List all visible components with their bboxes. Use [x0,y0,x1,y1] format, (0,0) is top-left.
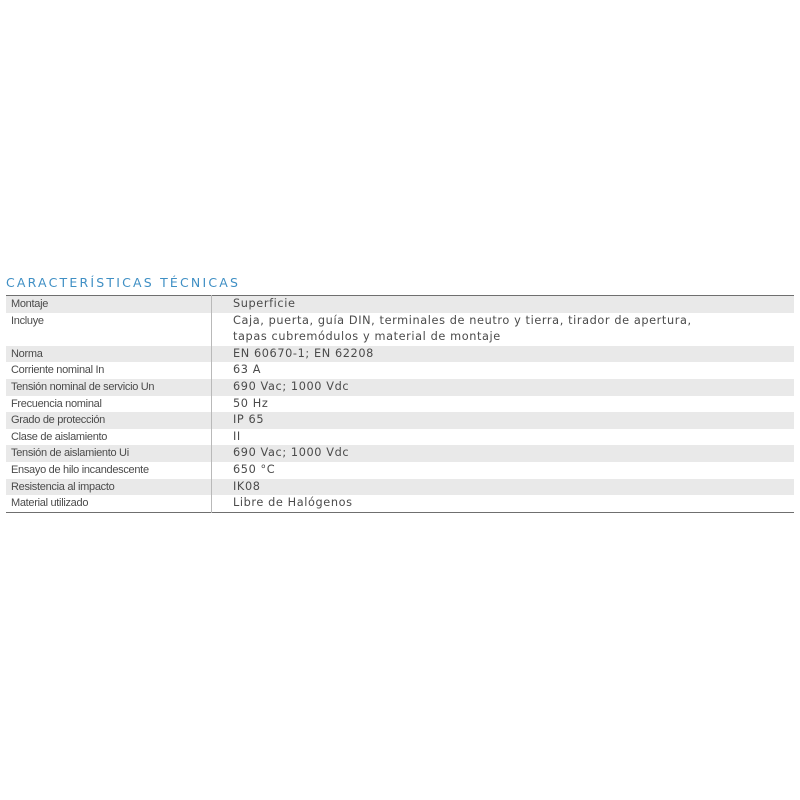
spec-label: Ensayo de hilo incandescente [6,462,212,479]
spec-value-line: Caja, puerta, guía DIN, terminales de neutro y tierra, tirador de apertura, [233,313,692,327]
spec-value [212,412,795,429]
spec-value-line: IK08 [233,479,261,493]
table-row [6,379,794,396]
spec-value-line: 50 Hz [233,396,269,410]
table-row [6,479,794,496]
spec-label: Resistencia al impacto [6,479,212,496]
spec-value-line: II [233,429,241,443]
spec-value-line: Libre de Halógenos [233,496,353,510]
spec-value [212,495,795,512]
spec-label: Montaje [6,296,212,313]
spec-value [212,445,795,462]
spec-value [212,429,795,446]
spec-value [212,462,795,479]
spec-value [212,479,795,496]
spec-label: Incluye [6,313,212,346]
table-row [6,296,794,313]
spec-value [212,296,795,313]
table-row [6,346,794,363]
table-row [6,362,794,379]
spec-value-line: 690 Vac; 1000 Vdc [233,379,350,393]
spec-label: Tensión nominal de servicio Un [6,379,212,396]
table-row [6,412,794,429]
spec-label: Tensión de aislamiento Ui [6,445,212,462]
spec-table [6,295,794,513]
table-row [6,495,794,512]
spec-label: Grado de protección [6,412,212,429]
spec-value [212,313,795,346]
spec-label: Norma [6,346,212,363]
spec-value-line: tapas cubremódulos y material de montaje [233,330,501,344]
table-row [6,313,794,346]
spec-value [212,396,795,413]
spec-value [212,379,795,396]
spec-value [212,362,795,379]
spec-value-line: 650 °C [233,462,276,476]
spec-value-line: 690 Vac; 1000 Vdc [233,446,350,460]
spec-value-line: IP 65 [233,413,265,427]
spec-label: Material utilizado [6,495,212,512]
spec-value-line: EN 60670-1; EN 62208 [233,346,374,360]
technical-specs-section [6,276,794,513]
spec-value-line: 63 A [233,363,262,377]
section-title: CARACTERÍSTICAS TÉCNICAS [6,275,241,290]
table-row [6,445,794,462]
table-row [6,396,794,413]
table-row [6,429,794,446]
spec-value-line: Superficie [233,297,296,310]
table-row [6,462,794,479]
spec-label: Corriente nominal In [6,362,212,379]
spec-label: Frecuencia nominal [6,396,212,413]
spec-label: Clase de aislamiento [6,429,212,446]
spec-value [212,346,795,363]
